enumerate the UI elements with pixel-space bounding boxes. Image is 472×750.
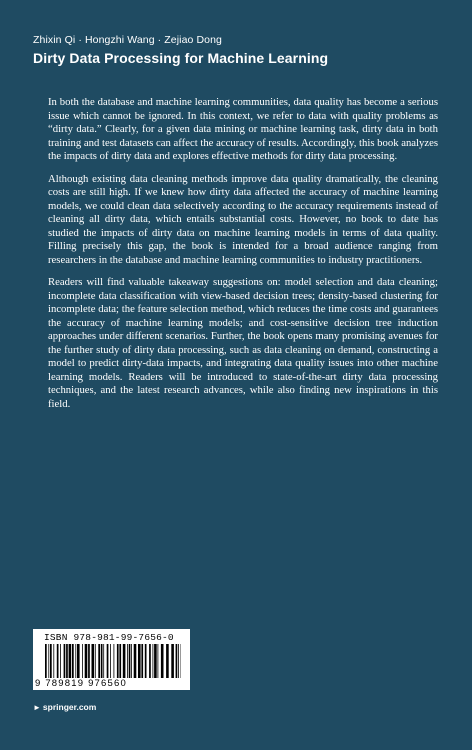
barcode-bar (166, 644, 169, 678)
arrow-icon: ► (33, 702, 41, 712)
barcode-bar (107, 644, 109, 678)
barcode-bar (119, 644, 121, 678)
barcode-bar (60, 644, 61, 678)
barcode-bar (50, 644, 52, 678)
barcode-bar (64, 644, 66, 678)
barcode-bar (138, 644, 141, 678)
barcode-bar (129, 644, 131, 678)
barcode-bar (45, 644, 47, 678)
barcode-bar (145, 644, 147, 678)
barcode-bar (131, 644, 132, 678)
barcode-digits: 9 789819 976560 (35, 678, 127, 689)
barcode-bar (66, 644, 68, 678)
book-title: Dirty Data Processing for Machine Learning (33, 50, 329, 66)
barcode-bar (178, 644, 179, 678)
barcode-bar (154, 644, 157, 678)
barcode-bar (110, 644, 111, 678)
publisher-url: springer.com (42, 702, 97, 712)
barcode-bar (153, 644, 154, 678)
barcode-bar (103, 644, 104, 678)
barcode-bar (134, 644, 137, 678)
barcode-bar (158, 644, 159, 678)
barcode-bar (92, 644, 95, 678)
barcode-bar (176, 644, 178, 678)
blurb-paragraph-1: In both the database and machine learning communities, data quality has become a serious issue which cannot be ignored. In this context, we refer to data with quality problems as “dirty data.” Clearly, for a given data mining or machine learning task, dirty data in both training and test datasets can affect the accuracy of results. Accordingly, this book analyzes the impacts of dirty data and explores effective methods for dirty data processing. (48, 96, 438, 162)
barcode-bar (48, 644, 49, 678)
barcode-bar (53, 644, 54, 678)
barcode-bars (45, 644, 181, 678)
barcode-bar (117, 644, 119, 678)
blurb-paragraph-3: Readers will find valuable takeaway suggestions on: model selection and data cleaning; incomplete data classification with view-based decision trees; density-based clustering for incomplete data; the feature selection method, which reduces the time costs and guarantees the accuracy of machine learning models; and cost-sensitive decision tree induction approaches under different scenarios. Further, the book opens many promising avenues for the further study of dirty data processing, such as data cleaning on demand, constructing a model to predict dirty-data impacts, and integrating data quality issues into other machine learning models. Readers will be introduced to state-of-the-art dirty data processing techniques, and the latest research advances, while also finding new inspirations in this field. (48, 276, 438, 410)
barcode-bar (114, 644, 115, 678)
barcode-bar (171, 644, 174, 678)
barcode-bar (85, 644, 88, 678)
barcode-bar (161, 644, 164, 678)
blurb-paragraph-2: Although existing data cleaning methods improve data quality dramatically, the cleaning costs are still high. If we knew how dirty data affected the accuracy of machine learning models, we could clean data selectively according to the accuracy requirements instead of cleaning all dirty data, which entails substantial costs. However, no book to date has studied the impacts of dirty data on machine learning models in terms of data quality. Filling precisely this gap, the book is intended for a broad audience ranging from researchers in the database and machine learning communities to industry practitioners. (48, 172, 438, 266)
barcode-bar (57, 644, 59, 678)
barcode-bar (69, 644, 72, 678)
barcode-bar (75, 644, 76, 678)
barcode-bar (149, 644, 151, 678)
barcode-bar (127, 644, 128, 678)
barcode-bar (88, 644, 90, 678)
barcode-bar (72, 644, 74, 678)
barcode-bar (141, 644, 143, 678)
back-cover-blurb (48, 96, 438, 420)
barcode-bar (123, 644, 126, 678)
barcode-bar (77, 644, 80, 678)
publisher-link[interactable] (33, 702, 96, 712)
isbn-number: ISBN 978-981-99-7656-0 (44, 632, 174, 643)
barcode-bar (101, 644, 103, 678)
barcode-bar (82, 644, 83, 678)
barcode-bar (95, 644, 96, 678)
barcode-bar (98, 644, 100, 678)
isbn-barcode (33, 629, 190, 690)
author-names: Zhixin Qi · Hongzhi Wang · Zejiao Dong (33, 34, 222, 46)
